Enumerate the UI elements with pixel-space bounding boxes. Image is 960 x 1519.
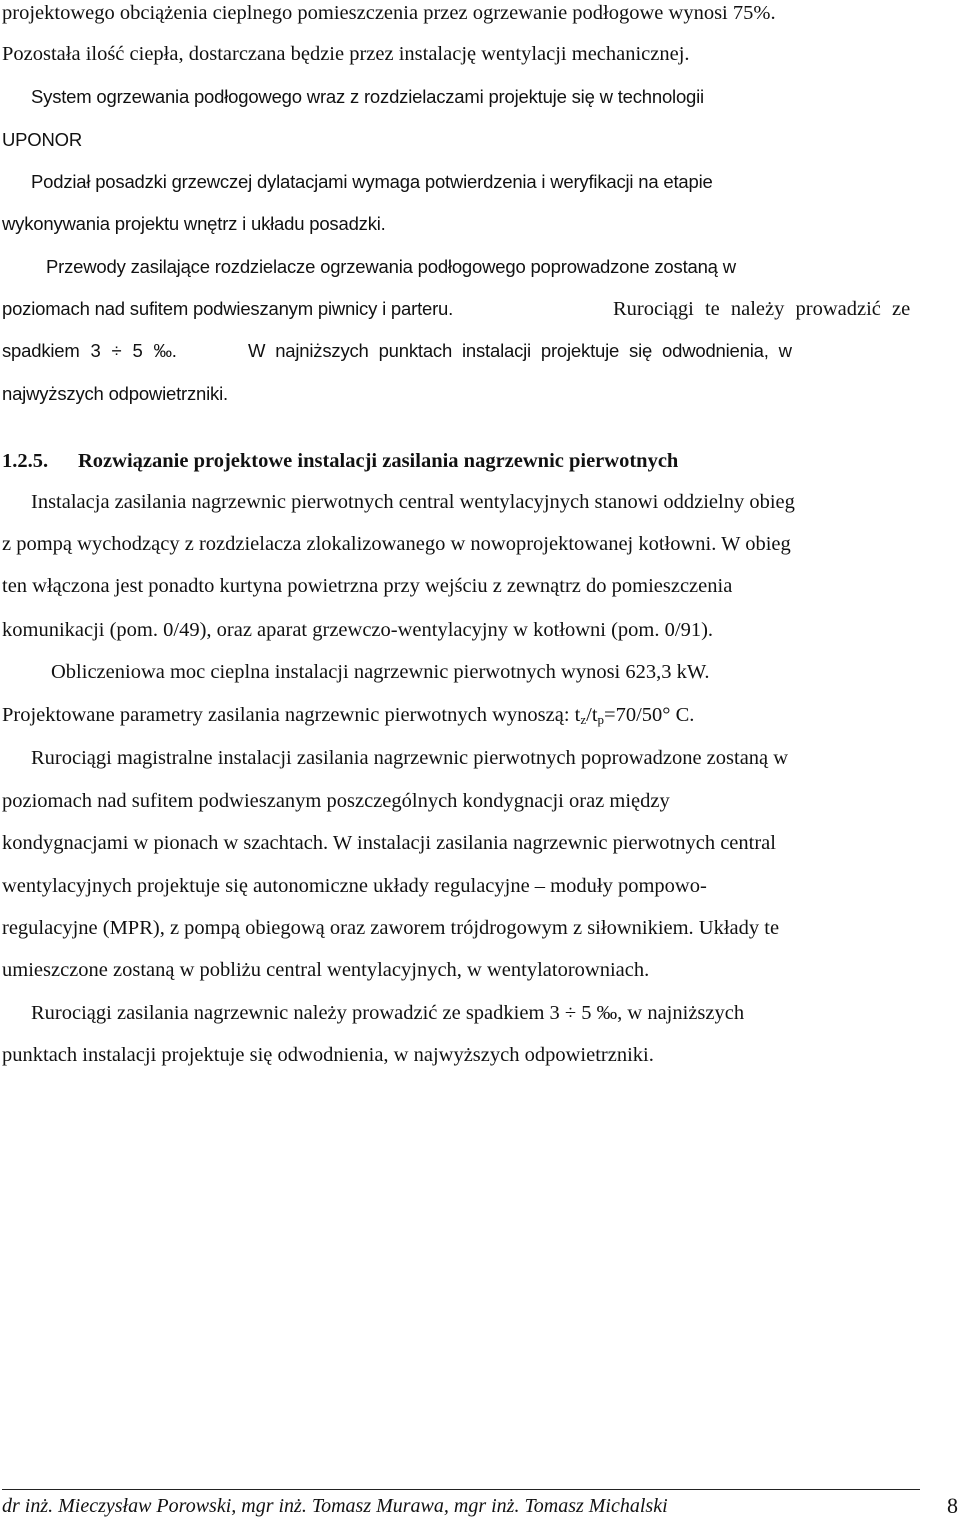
paragraph-line: punktach instalacji projektuje się odwodnienia, w najwyższych odpowietrzniki. xyxy=(2,1044,654,1066)
paragraph-line: kondygnacjami w pionach w szachtach. W instalacji zasilania nagrzewnic pierwotnych central xyxy=(2,832,776,854)
footer-divider xyxy=(2,1489,920,1490)
page-number: 8 xyxy=(947,1493,958,1518)
paragraph-line: wentylacyjnych projektuje się autonomiczne układy regulacyjne – moduły pompowo- xyxy=(2,875,707,897)
paragraph-line: najwyższych odpowietrzniki. xyxy=(2,383,228,404)
paragraph-line: Rurociągi zasilania nagrzewnic należy prowadzić ze spadkiem 3 ÷ 5 ‰, w najniższych xyxy=(31,1002,745,1024)
paragraph-line: Rurociągi magistralne instalacji zasilania nagrzewnic pierwotnych poprowadzone zostaną w xyxy=(31,747,789,769)
paragraph-line: System ogrzewania podłogowego wraz z rozdzielaczami projektuje się w technologii xyxy=(31,86,704,107)
subscript-p: p xyxy=(597,712,605,727)
paragraph-line: umieszczone zostaną w pobliżu central wentylacyjnych, w wentylatorowniach. xyxy=(2,959,650,981)
paragraph-line: spadkiem 3 ÷ 5 ‰. xyxy=(2,340,177,361)
section-title: Rozwiązanie projektowe instalacji zasilania nagrzewnic pierwotnych xyxy=(78,450,679,472)
paragraph-line: poziomach nad sufitem podwieszanym poszczególnych kondygnacji oraz między xyxy=(2,790,670,812)
paragraph-line xyxy=(2,703,694,727)
paragraph-line: wykonywania projektu wnętrz i układu posadzki. xyxy=(2,213,386,234)
paragraph-line: Instalacja zasilania nagrzewnic pierwotnych central wentylacyjnych stanowi oddzielny obieg xyxy=(31,491,795,513)
subscript-z: z xyxy=(580,712,587,727)
paragraph-line: regulacyjne (MPR), z pompą obiegową oraz zaworem trójdrogowym z siłownikiem. Układy te xyxy=(2,917,780,939)
parameters-text: Projektowane parametry zasilania nagrzewnic pierwotnych wynoszą: t xyxy=(2,704,581,726)
paragraph-line: UPONOR xyxy=(2,129,82,150)
paragraph-line: Rurociągi te należy prowadzić ze xyxy=(613,298,911,320)
paragraph-line: W najniższych punktach instalacji projektuje się odwodnienia, w xyxy=(248,340,792,361)
paragraph-line: Pozostała ilość ciepła, dostarczana będzie przez instalację wentylacji mechanicznej. xyxy=(2,43,690,65)
paragraph-line: Podział posadzki grzewczej dylatacjami wymaga potwierdzenia i weryfikacji na etapie xyxy=(31,171,713,192)
paragraph-line: komunikacji (pom. 0/49), oraz aparat grzewczo-wentylacyjny w kotłowni (pom. 0/91). xyxy=(2,619,714,641)
paragraph-line: projektowego obciążenia cieplnego pomieszczenia przez ogrzewanie podłogowe wynosi 75%. xyxy=(2,2,776,24)
paragraph-line: z pompą wychodzący z rozdzielacza zlokalizowanego w nowoprojektowanej kotłowni. W obieg xyxy=(2,533,791,555)
footer-authors: dr inż. Mieczysław Porowski, mgr inż. Tomasz Murawa, mgr inż. Tomasz Michalski xyxy=(2,1495,668,1517)
paragraph-line: poziomach nad sufitem podwieszanym piwnicy i parteru. xyxy=(2,298,454,319)
paragraph-line: ten włączona jest ponadto kurtyna powietrzna przy wejściu z zewnątrz do pomieszczenia xyxy=(2,575,733,597)
parameters-text: /t xyxy=(586,704,598,726)
paragraph-line: Przewody zasilające rozdzielacze ogrzewania podłogowego poprowadzone zostaną w xyxy=(46,256,736,277)
section-number: 1.2.5. xyxy=(2,450,49,472)
paragraph-line: Obliczeniowa moc cieplna instalacji nagrzewnic pierwotnych wynosi 623,3 kW. xyxy=(51,661,710,683)
parameters-value: =70/50° C. xyxy=(604,704,695,726)
